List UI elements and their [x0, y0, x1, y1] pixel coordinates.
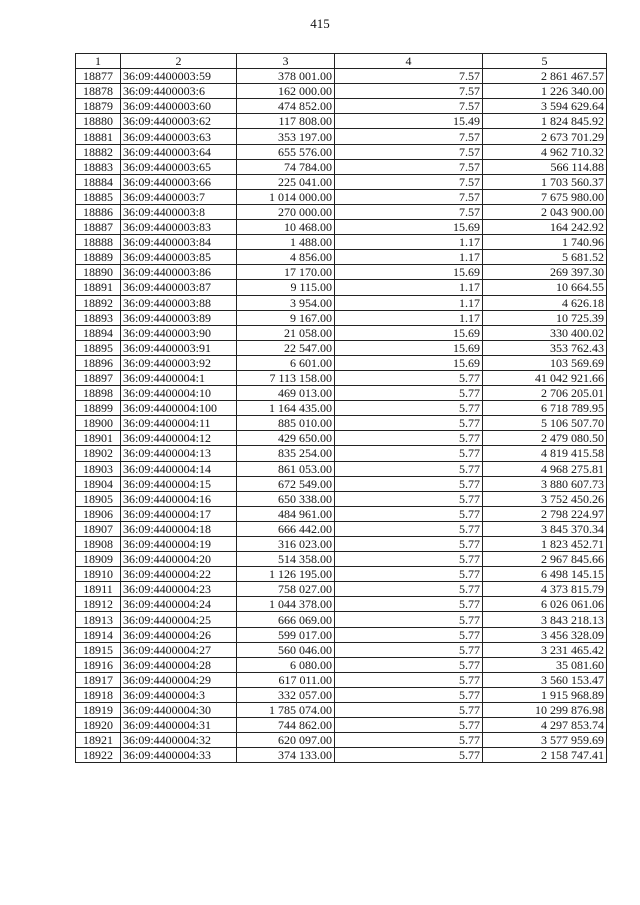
- table-row: [76, 552, 607, 567]
- area-cell: 835 254.00: [237, 446, 335, 461]
- cadastral-value-cell: 1 823 452.71: [483, 537, 607, 552]
- specific-value-cell: 5.77: [335, 370, 483, 385]
- table-row: [76, 597, 607, 612]
- cadastral-value-cell: 3 880 607.73: [483, 476, 607, 491]
- cadastral-number-cell: 36:09:4400003:87: [121, 280, 237, 295]
- table-row: [76, 567, 607, 582]
- area-cell: 514 358.00: [237, 552, 335, 567]
- area-cell: 17 170.00: [237, 265, 335, 280]
- area-cell: 3 954.00: [237, 295, 335, 310]
- area-cell: 316 023.00: [237, 537, 335, 552]
- specific-value-cell: 5.77: [335, 446, 483, 461]
- area-cell: 1 126 195.00: [237, 567, 335, 582]
- cadastral-value-cell: 2 479 080.50: [483, 431, 607, 446]
- area-cell: 666 442.00: [237, 521, 335, 536]
- cadastral-value-cell: 2 158 747.41: [483, 748, 607, 763]
- cadastral-value-cell: 3 577 959.69: [483, 733, 607, 748]
- row-number-cell: 18898: [76, 386, 121, 401]
- row-number-cell: 18885: [76, 189, 121, 204]
- area-cell: 620 097.00: [237, 733, 335, 748]
- specific-value-cell: 15.69: [335, 340, 483, 355]
- area-cell: 861 053.00: [237, 461, 335, 476]
- specific-value-cell: 5.77: [335, 657, 483, 672]
- area-cell: 429 650.00: [237, 431, 335, 446]
- specific-value-cell: 5.77: [335, 703, 483, 718]
- area-cell: 617 011.00: [237, 672, 335, 687]
- row-number-cell: 18922: [76, 748, 121, 763]
- table-row: [76, 99, 607, 114]
- row-number-cell: 18912: [76, 597, 121, 612]
- table-row: [76, 491, 607, 506]
- area-cell: 744 862.00: [237, 718, 335, 733]
- specific-value-cell: 15.69: [335, 220, 483, 235]
- column-header-1: 1: [76, 54, 121, 69]
- table-row: [76, 189, 607, 204]
- area-cell: 885 010.00: [237, 416, 335, 431]
- cadastral-number-cell: 36:09:4400004:30: [121, 703, 237, 718]
- cadastral-number-cell: 36:09:4400004:18: [121, 521, 237, 536]
- area-cell: 353 197.00: [237, 129, 335, 144]
- cadastral-value-cell: 2 967 845.66: [483, 552, 607, 567]
- area-cell: 225 041.00: [237, 174, 335, 189]
- column-header-4: 4: [335, 54, 483, 69]
- area-cell: 560 046.00: [237, 642, 335, 657]
- specific-value-cell: 1.17: [335, 235, 483, 250]
- cadastral-number-cell: 36:09:4400004:15: [121, 476, 237, 491]
- row-number-cell: 18901: [76, 431, 121, 446]
- cadastral-number-cell: 36:09:4400004:25: [121, 612, 237, 627]
- table-row: [76, 129, 607, 144]
- cadastral-value-cell: 1 915 968.89: [483, 687, 607, 702]
- cadastral-value-cell: 35 081.60: [483, 657, 607, 672]
- specific-value-cell: 7.57: [335, 204, 483, 219]
- cadastral-value-cell: 1 703 560.37: [483, 174, 607, 189]
- row-number-cell: 18889: [76, 250, 121, 265]
- area-cell: 378 001.00: [237, 69, 335, 84]
- cadastral-number-cell: 36:09:4400004:29: [121, 672, 237, 687]
- cadastral-value-cell: 4 968 275.81: [483, 461, 607, 476]
- table-row: [76, 416, 607, 431]
- row-number-cell: 18916: [76, 657, 121, 672]
- table-row: [76, 476, 607, 491]
- specific-value-cell: 5.77: [335, 416, 483, 431]
- row-number-cell: 18883: [76, 159, 121, 174]
- row-number-cell: 18888: [76, 235, 121, 250]
- area-cell: 117 808.00: [237, 114, 335, 129]
- row-number-cell: 18890: [76, 265, 121, 280]
- table-row: [76, 159, 607, 174]
- area-cell: 9 167.00: [237, 310, 335, 325]
- specific-value-cell: 5.77: [335, 642, 483, 657]
- row-number-cell: 18877: [76, 69, 121, 84]
- cadastral-number-cell: 36:09:4400004:26: [121, 627, 237, 642]
- cadastral-value-cell: 41 042 921.66: [483, 370, 607, 385]
- cadastral-number-cell: 36:09:4400003:90: [121, 325, 237, 340]
- row-number-cell: 18921: [76, 733, 121, 748]
- specific-value-cell: 5.77: [335, 521, 483, 536]
- specific-value-cell: 5.77: [335, 506, 483, 521]
- area-cell: 1 044 378.00: [237, 597, 335, 612]
- table-header-row: [76, 54, 607, 69]
- cadastral-value-cell: 2 861 467.57: [483, 69, 607, 84]
- specific-value-cell: 5.77: [335, 718, 483, 733]
- area-cell: 672 549.00: [237, 476, 335, 491]
- cadastral-number-cell: 36:09:4400004:22: [121, 567, 237, 582]
- row-number-cell: 18920: [76, 718, 121, 733]
- cadastral-number-cell: 36:09:4400004:27: [121, 642, 237, 657]
- page-number: 415: [310, 16, 330, 31]
- cadastral-value-cell: 6 498 145.15: [483, 567, 607, 582]
- row-number-cell: 18911: [76, 582, 121, 597]
- table-row: [76, 642, 607, 657]
- area-cell: 1 164 435.00: [237, 401, 335, 416]
- table-row: [76, 431, 607, 446]
- cadastral-value-cell: 353 762.43: [483, 340, 607, 355]
- specific-value-cell: 5.77: [335, 431, 483, 446]
- cadastral-number-cell: 36:09:4400004:24: [121, 597, 237, 612]
- area-cell: 655 576.00: [237, 144, 335, 159]
- table-row: [76, 174, 607, 189]
- cadastral-number-cell: 36:09:4400003:65: [121, 159, 237, 174]
- column-header-2: 2: [121, 54, 237, 69]
- row-number-cell: 18899: [76, 401, 121, 416]
- cadastral-value-cell: 5 106 507.70: [483, 416, 607, 431]
- cadastral-number-cell: 36:09:4400003:59: [121, 69, 237, 84]
- table-row: [76, 220, 607, 235]
- row-number-cell: 18917: [76, 672, 121, 687]
- table-row: [76, 582, 607, 597]
- row-number-cell: 18880: [76, 114, 121, 129]
- area-cell: 7 113 158.00: [237, 370, 335, 385]
- area-cell: 374 133.00: [237, 748, 335, 763]
- cadastral-value-cell: 7 675 980.00: [483, 189, 607, 204]
- cadastral-value-cell: 3 560 153.47: [483, 672, 607, 687]
- table-row: [76, 537, 607, 552]
- specific-value-cell: 5.77: [335, 386, 483, 401]
- specific-value-cell: 15.69: [335, 325, 483, 340]
- table-row: [76, 401, 607, 416]
- cadastral-number-cell: 36:09:4400004:17: [121, 506, 237, 521]
- table-row: [76, 370, 607, 385]
- specific-value-cell: 7.57: [335, 69, 483, 84]
- specific-value-cell: 15.69: [335, 265, 483, 280]
- row-number-cell: 18904: [76, 476, 121, 491]
- area-cell: 1 488.00: [237, 235, 335, 250]
- row-number-cell: 18903: [76, 461, 121, 476]
- cadastral-number-cell: 36:09:4400003:63: [121, 129, 237, 144]
- specific-value-cell: 5.77: [335, 537, 483, 552]
- cadastral-value-cell: 269 397.30: [483, 265, 607, 280]
- specific-value-cell: 5.77: [335, 567, 483, 582]
- specific-value-cell: 15.69: [335, 355, 483, 370]
- cadastral-value-cell: 4 962 710.32: [483, 144, 607, 159]
- area-cell: 22 547.00: [237, 340, 335, 355]
- cadastral-number-cell: 36:09:4400004:1: [121, 370, 237, 385]
- table-row: [76, 386, 607, 401]
- table-row: [76, 703, 607, 718]
- cadastral-number-cell: 36:09:4400004:31: [121, 718, 237, 733]
- cadastral-number-cell: 36:09:4400003:86: [121, 265, 237, 280]
- cadastral-number-cell: 36:09:4400004:12: [121, 431, 237, 446]
- cadastral-value-cell: 4 626.18: [483, 295, 607, 310]
- table-row: [76, 748, 607, 763]
- specific-value-cell: 1.17: [335, 280, 483, 295]
- cadastral-value-cell: 2 673 701.29: [483, 129, 607, 144]
- cadastral-value-cell: 2 798 224.97: [483, 506, 607, 521]
- specific-value-cell: 5.77: [335, 733, 483, 748]
- row-number-cell: 18915: [76, 642, 121, 657]
- cadastral-value-cell: 3 843 218.13: [483, 612, 607, 627]
- row-number-cell: 18908: [76, 537, 121, 552]
- cadastral-number-cell: 36:09:4400004:32: [121, 733, 237, 748]
- cadastral-value-cell: 6 718 789.95: [483, 401, 607, 416]
- table-row: [76, 446, 607, 461]
- cadastral-value-cell: 164 242.92: [483, 220, 607, 235]
- column-header-3: 3: [237, 54, 335, 69]
- table-row: [76, 295, 607, 310]
- row-number-cell: 18878: [76, 84, 121, 99]
- table-row: [76, 325, 607, 340]
- row-number-cell: 18895: [76, 340, 121, 355]
- area-cell: 4 856.00: [237, 250, 335, 265]
- row-number-cell: 18919: [76, 703, 121, 718]
- cadastral-number-cell: 36:09:4400004:14: [121, 461, 237, 476]
- cadastral-value-cell: 5 681.52: [483, 250, 607, 265]
- cadastral-value-cell: 4 819 415.58: [483, 446, 607, 461]
- row-number-cell: 18910: [76, 567, 121, 582]
- cadastral-number-cell: 36:09:4400004:16: [121, 491, 237, 506]
- cadastral-number-cell: 36:09:4400004:20: [121, 552, 237, 567]
- table-body: [76, 69, 607, 763]
- specific-value-cell: 5.77: [335, 627, 483, 642]
- row-number-cell: 18882: [76, 144, 121, 159]
- table-row: [76, 461, 607, 476]
- table-row: [76, 310, 607, 325]
- specific-value-cell: 5.77: [335, 552, 483, 567]
- table-row: [76, 733, 607, 748]
- specific-value-cell: 7.57: [335, 84, 483, 99]
- row-number-cell: 18902: [76, 446, 121, 461]
- row-number-cell: 18879: [76, 99, 121, 114]
- area-cell: 650 338.00: [237, 491, 335, 506]
- cadastral-number-cell: 36:09:4400004:13: [121, 446, 237, 461]
- cadastral-value-cell: 10 725.39: [483, 310, 607, 325]
- area-cell: 1 014 000.00: [237, 189, 335, 204]
- cadastral-value-cell: 3 752 450.26: [483, 491, 607, 506]
- specific-value-cell: 7.57: [335, 129, 483, 144]
- specific-value-cell: 15.49: [335, 114, 483, 129]
- cadastral-number-cell: 36:09:4400003:84: [121, 235, 237, 250]
- row-number-cell: 18894: [76, 325, 121, 340]
- cadastral-number-cell: 36:09:4400003:89: [121, 310, 237, 325]
- cadastral-value-cell: 3 456 328.09: [483, 627, 607, 642]
- row-number-cell: 18905: [76, 491, 121, 506]
- cadastral-value-cell: 3 845 370.34: [483, 521, 607, 536]
- specific-value-cell: 5.77: [335, 401, 483, 416]
- table-row: [76, 355, 607, 370]
- specific-value-cell: 7.57: [335, 159, 483, 174]
- cadastral-number-cell: 36:09:4400003:6: [121, 84, 237, 99]
- cadastral-number-cell: 36:09:4400003:85: [121, 250, 237, 265]
- cadastral-value-cell: 10 664.55: [483, 280, 607, 295]
- specific-value-cell: 5.77: [335, 748, 483, 763]
- cadastral-number-cell: 36:09:4400003:7: [121, 189, 237, 204]
- cadastral-number-cell: 36:09:4400003:60: [121, 99, 237, 114]
- row-number-cell: 18896: [76, 355, 121, 370]
- cadastral-value-cell: 3 594 629.64: [483, 99, 607, 114]
- cadastral-number-cell: 36:09:4400003:62: [121, 114, 237, 129]
- specific-value-cell: 7.57: [335, 144, 483, 159]
- cadastral-number-cell: 36:09:4400003:88: [121, 295, 237, 310]
- cadastral-number-cell: 36:09:4400003:92: [121, 355, 237, 370]
- area-cell: 6 601.00: [237, 355, 335, 370]
- table-row: [76, 672, 607, 687]
- cadastral-value-cell: 10 299 876.98: [483, 703, 607, 718]
- row-number-cell: 18887: [76, 220, 121, 235]
- specific-value-cell: 5.77: [335, 672, 483, 687]
- area-cell: 758 027.00: [237, 582, 335, 597]
- cadastral-number-cell: 36:09:4400003:83: [121, 220, 237, 235]
- cadastral-number-cell: 36:09:4400003:64: [121, 144, 237, 159]
- row-number-cell: 18900: [76, 416, 121, 431]
- table-row: [76, 627, 607, 642]
- area-cell: 332 057.00: [237, 687, 335, 702]
- cadastral-number-cell: 36:09:4400004:11: [121, 416, 237, 431]
- area-cell: 474 852.00: [237, 99, 335, 114]
- specific-value-cell: 7.57: [335, 99, 483, 114]
- cadastral-number-cell: 36:09:4400004:3: [121, 687, 237, 702]
- cadastral-number-cell: 36:09:4400004:10: [121, 386, 237, 401]
- row-number-cell: 18918: [76, 687, 121, 702]
- table-row: [76, 506, 607, 521]
- area-cell: 162 000.00: [237, 84, 335, 99]
- cadastral-number-cell: 36:09:4400003:66: [121, 174, 237, 189]
- specific-value-cell: 1.17: [335, 250, 483, 265]
- specific-value-cell: 5.77: [335, 687, 483, 702]
- table-row: [76, 250, 607, 265]
- cadastral-value-cell: 1 740.96: [483, 235, 607, 250]
- specific-value-cell: 5.77: [335, 476, 483, 491]
- area-cell: 599 017.00: [237, 627, 335, 642]
- area-cell: 666 069.00: [237, 612, 335, 627]
- cadastral-number-cell: 36:09:4400004:28: [121, 657, 237, 672]
- table-row: [76, 204, 607, 219]
- area-cell: 10 468.00: [237, 220, 335, 235]
- table-row: [76, 687, 607, 702]
- cadastral-value-cell: 330 400.02: [483, 325, 607, 340]
- table-row: [76, 521, 607, 536]
- cadastral-number-cell: 36:09:4400004:100: [121, 401, 237, 416]
- cadastral-value-cell: 103 569.69: [483, 355, 607, 370]
- row-number-cell: 18914: [76, 627, 121, 642]
- specific-value-cell: 7.57: [335, 174, 483, 189]
- row-number-cell: 18907: [76, 521, 121, 536]
- table-row: [76, 280, 607, 295]
- cadastral-number-cell: 36:09:4400003:8: [121, 204, 237, 219]
- table-row: [76, 114, 607, 129]
- table-row: [76, 144, 607, 159]
- row-number-cell: 18897: [76, 370, 121, 385]
- table-row: [76, 718, 607, 733]
- area-cell: 6 080.00: [237, 657, 335, 672]
- specific-value-cell: 1.17: [335, 295, 483, 310]
- specific-value-cell: 5.77: [335, 597, 483, 612]
- cadastral-value-cell: 1 824 845.92: [483, 114, 607, 129]
- cadastral-value-cell: 6 026 061.06: [483, 597, 607, 612]
- area-cell: 9 115.00: [237, 280, 335, 295]
- cadastral-value-cell: 2 706 205.01: [483, 386, 607, 401]
- table-row: [76, 265, 607, 280]
- specific-value-cell: 5.77: [335, 612, 483, 627]
- specific-value-cell: 5.77: [335, 582, 483, 597]
- table-row: [76, 84, 607, 99]
- row-number-cell: 18893: [76, 310, 121, 325]
- specific-value-cell: 5.77: [335, 461, 483, 476]
- area-cell: 21 058.00: [237, 325, 335, 340]
- cadastral-number-cell: 36:09:4400004:33: [121, 748, 237, 763]
- area-cell: 1 785 074.00: [237, 703, 335, 718]
- cadastral-value-table: [75, 53, 607, 763]
- table-row: [76, 69, 607, 84]
- cadastral-number-cell: 36:09:4400004:19: [121, 537, 237, 552]
- cadastral-number-cell: 36:09:4400003:91: [121, 340, 237, 355]
- table-row: [76, 612, 607, 627]
- area-cell: 270 000.00: [237, 204, 335, 219]
- cadastral-value-cell: 1 226 340.00: [483, 84, 607, 99]
- specific-value-cell: 1.17: [335, 310, 483, 325]
- cadastral-value-cell: 3 231 465.42: [483, 642, 607, 657]
- specific-value-cell: 7.57: [335, 189, 483, 204]
- cadastral-value-cell: 4 297 853.74: [483, 718, 607, 733]
- area-cell: 484 961.00: [237, 506, 335, 521]
- row-number-cell: 18892: [76, 295, 121, 310]
- cadastral-value-cell: 566 114.88: [483, 159, 607, 174]
- row-number-cell: 18913: [76, 612, 121, 627]
- cadastral-value-cell: 2 043 900.00: [483, 204, 607, 219]
- table-row: [76, 657, 607, 672]
- column-header-5: 5: [483, 54, 607, 69]
- table-row: [76, 235, 607, 250]
- row-number-cell: 18884: [76, 174, 121, 189]
- row-number-cell: 18881: [76, 129, 121, 144]
- area-cell: 469 013.00: [237, 386, 335, 401]
- row-number-cell: 18886: [76, 204, 121, 219]
- table-row: [76, 340, 607, 355]
- row-number-cell: 18891: [76, 280, 121, 295]
- cadastral-number-cell: 36:09:4400004:23: [121, 582, 237, 597]
- row-number-cell: 18909: [76, 552, 121, 567]
- cadastral-value-cell: 4 373 815.79: [483, 582, 607, 597]
- specific-value-cell: 5.77: [335, 491, 483, 506]
- row-number-cell: 18906: [76, 506, 121, 521]
- area-cell: 74 784.00: [237, 159, 335, 174]
